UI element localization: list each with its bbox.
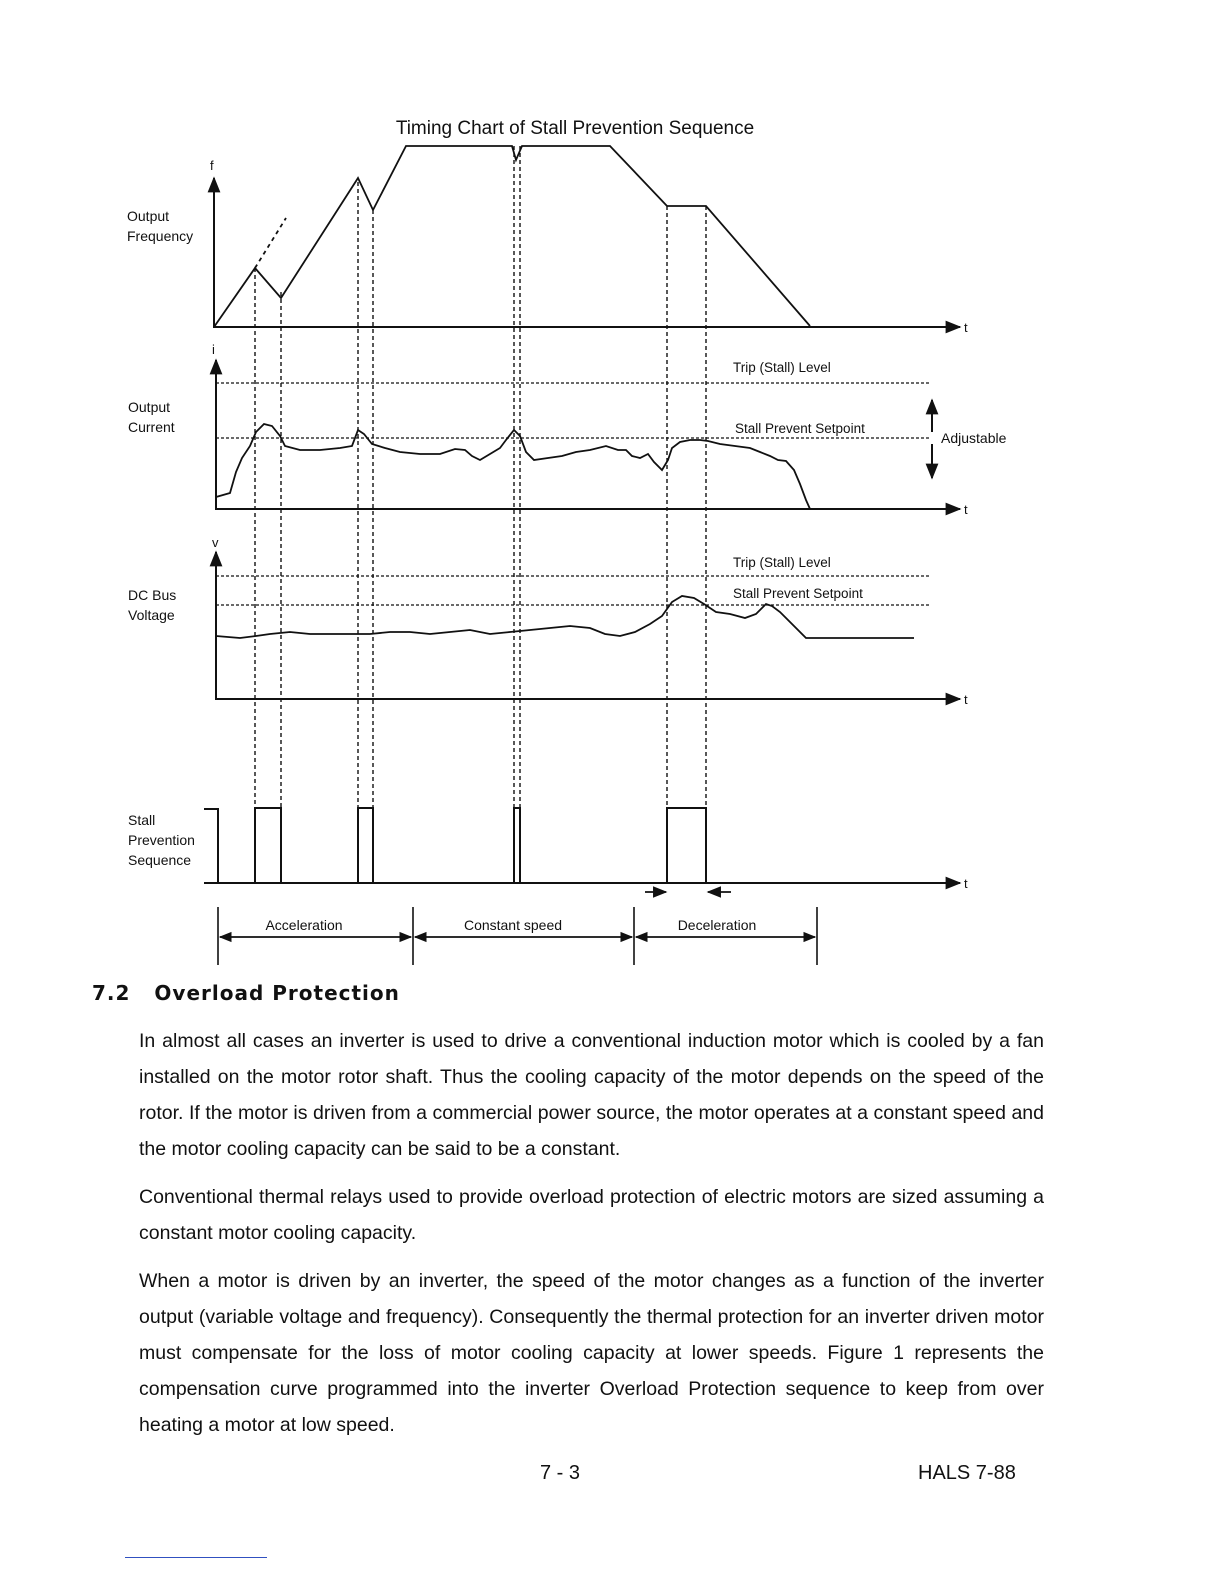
frequency-curve: [214, 146, 810, 327]
frequency-label-line1: Output: [127, 208, 170, 224]
voltage-panel: [128, 535, 968, 707]
event-marker-lines: [255, 146, 706, 808]
section-title: Overload Protection: [154, 981, 400, 1005]
voltage-setpoint-label: Stall Prevent Setpoint: [733, 586, 863, 601]
current-time-symbol: t: [964, 502, 968, 517]
voltage-axis-symbol: v: [212, 535, 219, 550]
footer-rule: [125, 1557, 267, 1558]
frequency-label-line2: Frequency: [127, 228, 194, 244]
chart-title: Timing Chart of Stall Prevention Sequence: [395, 118, 755, 139]
phase-deceleration-label: Deceleration: [677, 917, 757, 933]
current-curve: [216, 424, 810, 509]
sequence-label-line1: Stall: [128, 812, 156, 828]
current-setpoint-label: Stall Prevent Setpoint: [735, 421, 865, 436]
frequency-axis-symbol: f: [210, 158, 214, 173]
sequence-label-line2: Prevention: [128, 832, 195, 848]
section-heading: [92, 981, 400, 1005]
phase-constant-speed-label: Constant speed: [463, 917, 563, 933]
document-code: HALS 7-88: [918, 1462, 1016, 1484]
current-label-line1: Output: [128, 399, 171, 415]
voltage-label-line1: DC Bus: [128, 587, 177, 603]
sequence-panel: [128, 808, 968, 892]
adjustable-label: Adjustable: [941, 430, 1007, 446]
voltage-trip-label: Trip (Stall) Level: [733, 555, 831, 570]
sequence-time-symbol: t: [964, 876, 968, 891]
sequence-label-line3: Sequence: [128, 852, 192, 868]
page-number: 7 - 3: [540, 1462, 581, 1484]
current-axis-symbol: i: [212, 342, 215, 357]
frequency-intended-path: [255, 218, 286, 268]
sequence-pulses: [255, 808, 706, 883]
sequence-axis-bracket: [204, 809, 218, 883]
phase-dimensions: [218, 907, 817, 965]
current-panel: [128, 342, 1007, 517]
voltage-time-symbol: t: [964, 692, 968, 707]
paragraph-1: In almost all cases an inverter is used to drive a conventional induction motor which is cooled by a fan installed on the motor rotor shaft. Thus the cooling capacity of the motor depends on the speed of the rotor. If the motor is driven from a commercial power source, the motor operates at a constant speed and the motor cooling capacity can be said to be a constant.: [139, 1030, 1044, 1160]
paragraph-3: When a motor is driven by an inverter, the speed of the motor changes as a function of the inverter output (variable voltage and frequency). Consequently the thermal protection for an inverter driven motor must compensate for the loss of motor cooling capacity at lower speeds. Figure 1 represents the compensation curve programmed into the inverter Overload Protection sequence to keep from over heating a motor at low speed.: [139, 1270, 1044, 1436]
section-number: 7.2: [92, 981, 131, 1005]
voltage-label-line2: Voltage: [128, 607, 175, 623]
paragraph-2: Conventional thermal relays used to provide overload protection of electric motors are sized assuming a constant motor cooling capacity.: [139, 1186, 1044, 1244]
frequency-time-symbol: t: [964, 320, 968, 335]
phase-acceleration-label: Acceleration: [265, 917, 343, 933]
frequency-panel: [127, 146, 968, 335]
voltage-curve: [216, 596, 914, 638]
current-label-line2: Current: [128, 419, 175, 435]
current-trip-label: Trip (Stall) Level: [733, 360, 831, 375]
